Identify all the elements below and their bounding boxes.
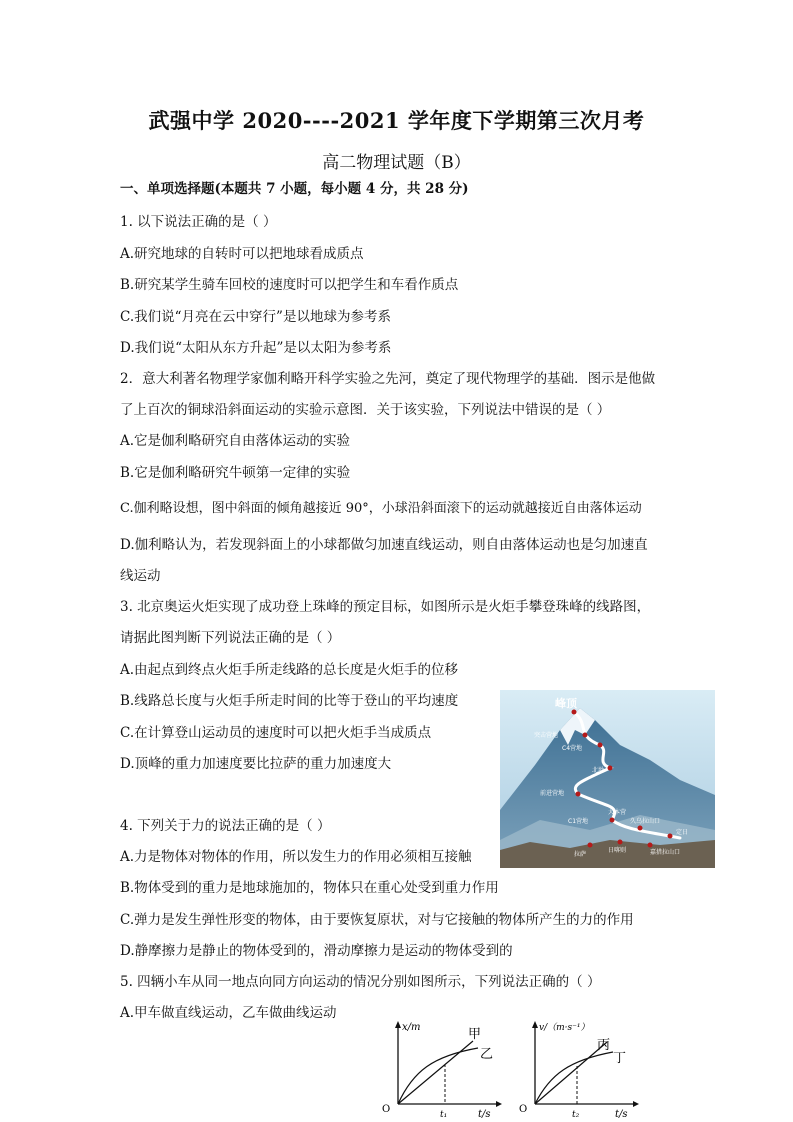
map-label: 拉萨 (574, 851, 587, 858)
curve-yi (398, 1048, 478, 1104)
q4-option-a: A.力是物体对物体的作用，所以发生力的作用必须相互接触 (120, 849, 472, 865)
y-axis-arrow (395, 1021, 401, 1028)
q2-option-b: B.它是伽利略研究牛顿第一定律的实验 (120, 465, 351, 481)
q3-option-c: C.在计算登山运动员的速度时可以把火炬手当成质点 (120, 725, 432, 741)
section-heading: 一、单项选择题(本题共 7 小题，每小题 4 分，共 28 分) (120, 181, 469, 197)
map-label: C4营地 (562, 745, 583, 752)
x-axis-arrow (633, 1101, 639, 1107)
map-peak-label: 峰顶 (555, 697, 577, 710)
q2-option-d-line2: 线运动 (120, 568, 161, 584)
q2-option-c: C.伽利略设想，图中斜面的倾角越接近 90°，小球沿斜面滚下的运动就越接近自由落体运动 (120, 501, 642, 516)
q4-option-d: D.静摩擦力是静止的物体受到的，滑动摩擦力是运动的物体受到的 (120, 943, 513, 959)
xt-xlabel: t/s (478, 1109, 491, 1120)
xt-ylabel: x/m (402, 1022, 421, 1033)
xt-graph (378, 1016, 508, 1120)
curve-ding-label: 丁 (613, 1051, 627, 1066)
vt-graph (515, 1016, 647, 1120)
q3-option-b: B.线路总长度与火炬手所走时间的比等于登山的平均速度 (120, 693, 459, 709)
q3-option-d: D.顶峰的重力加速度要比拉萨的重力加速度大 (120, 756, 392, 772)
q1-stem: 1. 以下说法正确的是（ ） (120, 214, 277, 230)
vt-origin: O (519, 1104, 528, 1115)
curve-bing-label: 丙 (597, 1038, 611, 1053)
q3-stem-line1: 3. 北京奥运火炬实现了成功登上珠峰的预定目标，如图所示是火炬手攀登珠峰的线路图， (120, 599, 651, 615)
q2-stem-line1: 2．意大利著名物理学家伽利略开科学实验之先河，奠定了现代物理学的基础．图示是他做 (120, 371, 656, 387)
q5-stem: 5. 四辆小车从同一地点向同方向运动的情况分别如图所示，下列说法正确的（ ） (120, 974, 601, 990)
xt-origin: O (382, 1104, 391, 1115)
map-label: 日喀则 (608, 847, 627, 854)
curve-ding (535, 1052, 613, 1104)
curve-yi-label: 乙 (480, 1047, 494, 1062)
vt-tick: t₂ (572, 1110, 580, 1120)
vt-ylabel: v/（m·s⁻¹） (539, 1023, 590, 1033)
q5-option-a: A.甲车做直线运动，乙车做曲线运动 (120, 1005, 337, 1021)
xt-tick: t₁ (440, 1110, 448, 1120)
map-label: 定日 (676, 829, 689, 836)
q2-option-a: A.它是伽利略研究自由落体运动的实验 (120, 433, 351, 449)
vt-xlabel: t/s (615, 1109, 628, 1120)
page-subtitle: 高二物理试题（B） (322, 153, 471, 173)
route-map-svg (500, 690, 715, 868)
q4-stem: 4. 下列关于力的说法正确的是（ ） (120, 818, 331, 834)
q1-option-b: B.研究某学生骑车回校的速度时可以把学生和车看作质点 (120, 277, 459, 293)
q1-option-d: D.我们说“太阳从东方升起”是以太阳为参考系 (120, 340, 392, 356)
page-title: 武强中学 2020----2021 学年度下学期第三次月考 (148, 108, 645, 133)
y-axis-arrow (532, 1021, 538, 1028)
q3-option-a: A.由起点到终点火炬手所走线路的总长度是火炬手的位移 (120, 662, 459, 678)
everest-route-map (500, 690, 715, 868)
x-axis-arrow (496, 1101, 502, 1107)
curve-jia (398, 1041, 473, 1104)
q1-option-c: C.我们说“月亮在云中穿行”是以地球为参考系 (120, 309, 391, 325)
map-label: 突击营地 (534, 732, 559, 739)
q4-option-c: C.弹力是发生弹性形变的物体，由于要恢复原状，对与它接触的物体所产生的力的作用 (120, 912, 634, 928)
map-label: 大本营 (608, 809, 627, 816)
map-label: 久乌拉山口 (630, 818, 661, 825)
map-label: 前进营地 (540, 790, 565, 797)
q4-option-b: B.物体受到的重力是地球施加的，物体只在重心处受到重力作用 (120, 880, 499, 896)
map-label: C1营地 (568, 818, 589, 825)
q2-option-d-line1: D.伽利略认为，若发现斜面上的小球都做匀加速直线运动，则自由落体运动也是匀加速直 (120, 537, 648, 553)
q2-stem-line2: 了上百次的铜球沿斜面运动的实验示意图．关于该实验，下列说法中错误的是（ ） (120, 402, 611, 418)
q1-option-a: A.研究地球的自转时可以把地球看成质点 (120, 246, 364, 262)
map-label: 北坳 (592, 767, 605, 774)
curve-jia-label: 甲 (468, 1027, 482, 1042)
map-label: 嘉措拉山口 (650, 849, 681, 856)
q3-stem-line2: 请据此图判断下列说法正确的是（ ） (120, 630, 341, 646)
